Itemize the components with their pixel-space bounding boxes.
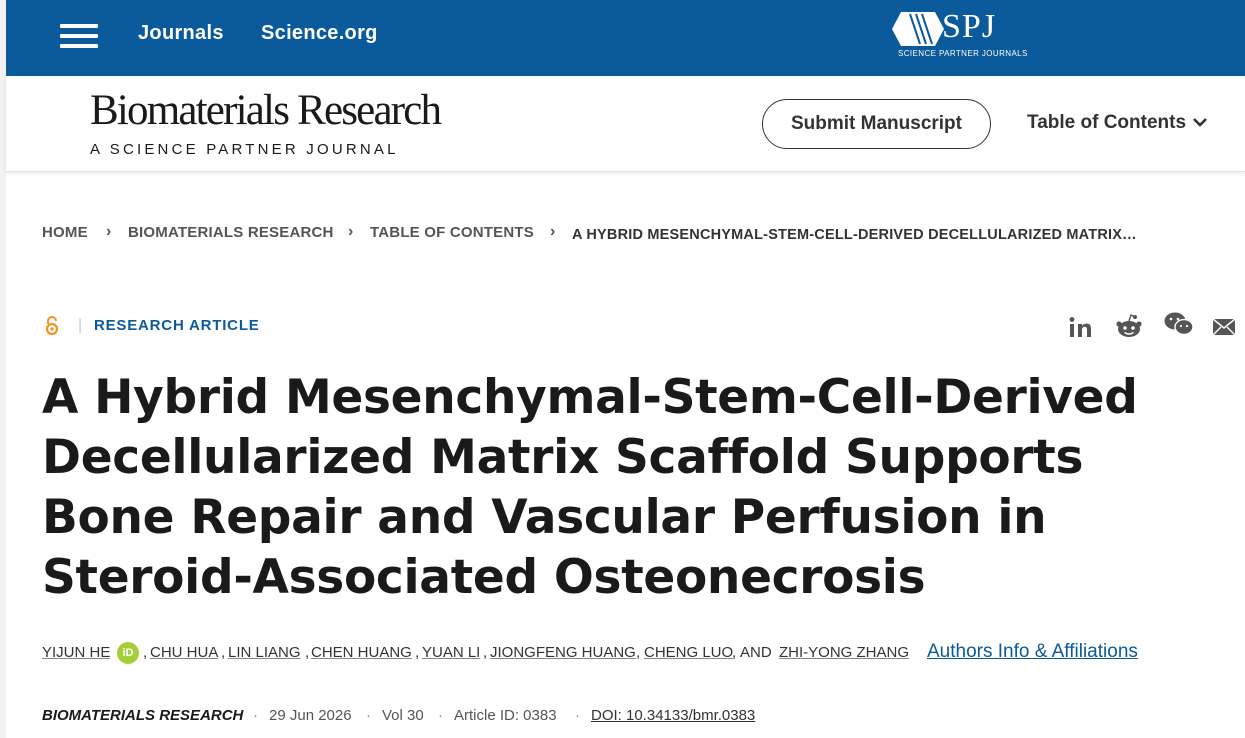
author-separator: ,: [636, 644, 641, 661]
breadcrumb-toc[interactable]: TABLE OF CONTENTS: [370, 224, 534, 241]
chevron-down-icon: [1192, 112, 1208, 134]
journal-name[interactable]: Biomaterials Research: [90, 87, 441, 134]
authors-affiliations-link[interactable]: Authors Info & Affiliations: [927, 641, 1138, 662]
author-link[interactable]: CHEN HUANG: [311, 644, 412, 661]
author-link[interactable]: LIN LIANG: [228, 644, 301, 661]
meta-separator: ·: [438, 707, 443, 724]
journal-tagline: A SCIENCE PARTNER JOURNAL: [90, 141, 399, 158]
wechat-icon[interactable]: [1164, 312, 1194, 341]
nav-science-org[interactable]: Science.org: [261, 22, 378, 44]
article-title: A Hybrid Mesenchymal-Stem-Cell-Derived Decellularized Matrix Scaffold Supports Bone Repair and Vascular Perfusion in Steroid-Associated Osteonecrosis: [42, 370, 1138, 605]
menu-icon[interactable]: [60, 22, 104, 50]
orcid-icon[interactable]: iD: [117, 642, 139, 664]
meta-separator: ·: [366, 707, 371, 724]
type-divider: |: [78, 317, 83, 334]
author-separator: ,: [732, 644, 737, 661]
meta-article-id: Article ID: 0383: [454, 707, 557, 724]
spj-hexagon-icon: [892, 12, 944, 46]
nav-journals[interactable]: Journals: [138, 22, 224, 44]
breadcrumb-home[interactable]: HOME: [42, 224, 88, 241]
toc-label: Table of Contents: [1027, 112, 1187, 133]
author-separator: ,: [305, 644, 310, 661]
author-separator: ,: [483, 644, 488, 661]
journal-header: [6, 76, 1245, 172]
author-separator: ,: [143, 644, 148, 661]
author-separator: ,: [415, 644, 420, 661]
chevron-right-icon: ›: [106, 223, 112, 240]
submit-manuscript-button[interactable]: Submit Manuscript: [762, 99, 991, 149]
meta-volume: Vol 30: [382, 707, 424, 724]
table-of-contents-dropdown[interactable]: [1027, 112, 1208, 134]
meta-journal: BIOMATERIALS RESEARCH: [42, 707, 244, 724]
linkedin-icon[interactable]: [1069, 316, 1093, 343]
breadcrumb-journal[interactable]: BIOMATERIALS RESEARCH: [128, 224, 334, 241]
author-and: AND: [740, 644, 772, 661]
author-link[interactable]: ZHI-YONG ZHANG: [779, 644, 909, 661]
reddit-icon[interactable]: [1116, 314, 1142, 343]
top-navigation-bar: [6, 0, 1245, 76]
doi-link[interactable]: DOI: 10.34133/bmr.0383: [591, 707, 756, 724]
meta-separator: ·: [575, 707, 580, 724]
meta-date: 29 Jun 2026: [269, 707, 352, 724]
chevron-right-icon: ›: [550, 223, 556, 240]
chevron-right-icon: ›: [348, 223, 354, 240]
author-separator: ,: [221, 644, 226, 661]
article-type-label[interactable]: RESEARCH ARTICLE: [94, 317, 260, 334]
open-access-icon: [44, 316, 60, 341]
meta-separator: ·: [253, 707, 258, 724]
author-link[interactable]: JIONGFENG HUANG: [490, 644, 636, 661]
spj-logo-subtitle: SCIENCE PARTNER JOURNALS: [898, 49, 1028, 58]
author-link[interactable]: YUAN LI: [422, 644, 481, 661]
spj-logo[interactable]: [892, 8, 1032, 62]
email-icon[interactable]: [1212, 318, 1236, 341]
breadcrumb-current: A HYBRID MESENCHYMAL-STEM-CELL-DERIVED DECELLULARIZED MATRIX…: [572, 227, 1137, 243]
spj-logo-text: SPJ: [942, 8, 997, 45]
author-link[interactable]: CHENG LUO: [644, 644, 734, 661]
author-link[interactable]: YIJUN HE: [42, 644, 111, 661]
author-link[interactable]: CHU HUA: [150, 644, 219, 661]
